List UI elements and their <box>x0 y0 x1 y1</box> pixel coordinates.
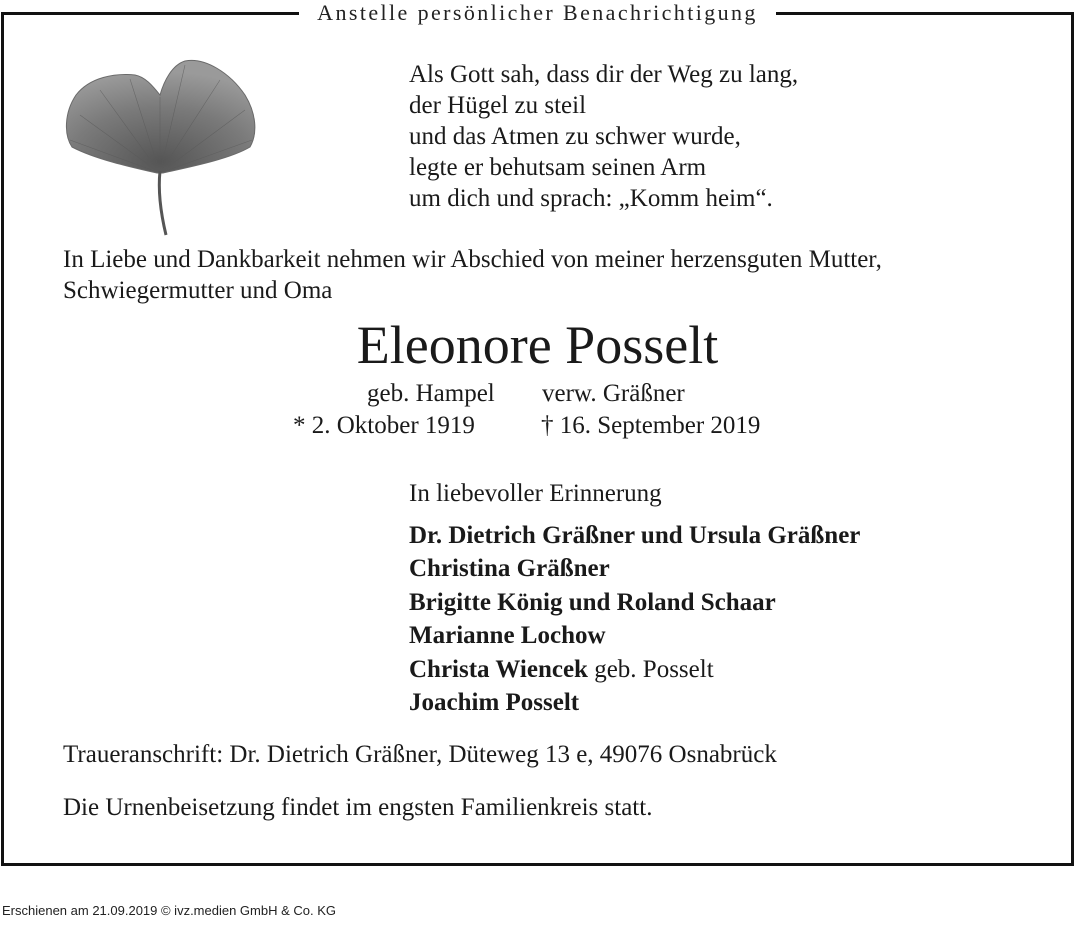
mourner-name: Joachim Posselt <box>409 689 580 717</box>
mourner-note: geb. Posselt <box>594 655 714 683</box>
mourner-item <box>409 552 860 585</box>
mourner-name: Christa Wiencek <box>409 655 588 683</box>
mourner-item <box>409 519 860 552</box>
mourner-item <box>409 653 860 686</box>
poem-line: Als Gott sah, dass dir der Weg zu lang, <box>409 61 799 88</box>
poem <box>409 59 798 214</box>
deceased-name: Eleonore Posselt <box>356 315 719 375</box>
mourner-list <box>409 519 860 719</box>
death-date: † 16. September 2019 <box>541 412 761 439</box>
mourner-name: Christina Gräßner <box>409 555 610 583</box>
mourner-item <box>409 686 860 719</box>
mourner-name: Brigitte König und Roland Schaar <box>409 588 776 616</box>
mourner-name: Marianne Lochow <box>409 622 606 650</box>
mourning-address: Traueranschrift: Dr. Dietrich Gräßner, Düteweg 13 e, 49076 Osnabrück <box>63 741 777 768</box>
mourner-item <box>409 586 860 619</box>
mourner-item <box>409 619 860 652</box>
publication-footer: Erschienen am 21.09.2019 © ivz.medien GmbH & Co. KG <box>2 903 337 918</box>
ginkgo-leaf-icon <box>60 55 260 240</box>
header-text: Anstelle persönlicher Benachrichtigung <box>299 0 776 25</box>
poem-line: legte er behutsam seinen Arm <box>409 154 707 181</box>
burial-note: Die Urnenbeisetzung findet im engsten Familienkreis statt. <box>63 794 653 821</box>
notice-header <box>0 0 1075 26</box>
widowed-name: verw. Gräßner <box>542 380 685 407</box>
born-name: geb. Hampel <box>367 380 495 407</box>
remembrance-text: In liebevoller Erinnerung <box>409 480 662 507</box>
birth-date: * 2. Oktober 1919 <box>293 412 475 439</box>
mourner-name: Dr. Dietrich Gräßner und Ursula Gräßner <box>409 522 861 549</box>
poem-line: der Hügel zu steil <box>409 92 587 119</box>
poem-line: um dich und sprach: „Komm heim“. <box>409 185 773 212</box>
poem-line: und das Atmen zu schwer wurde, <box>409 123 741 150</box>
intro-text: In Liebe und Dankbarkeit nehmen wir Abschied von meiner herzensguten Mutter, Schwiegermutter und Oma <box>63 246 882 304</box>
